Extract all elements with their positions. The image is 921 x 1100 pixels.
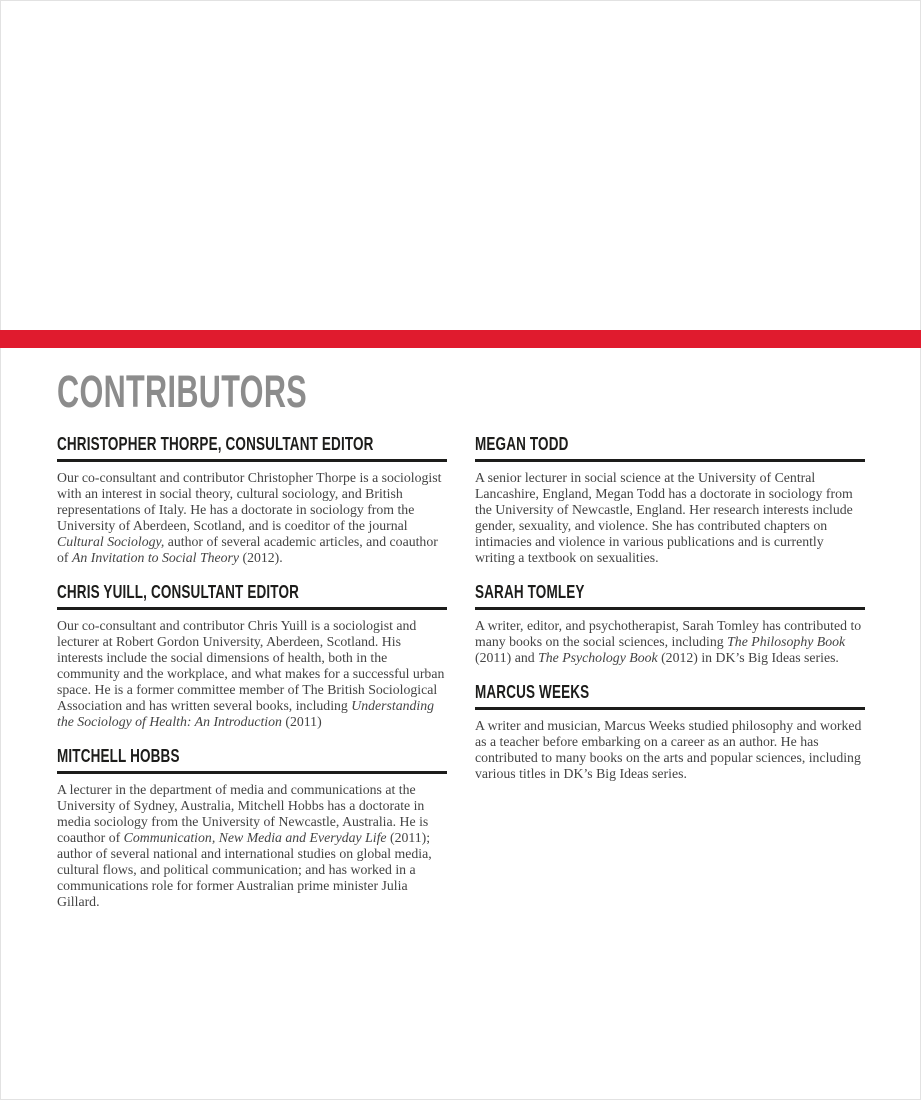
- red-accent-bar: [0, 330, 921, 348]
- bio-text: A lecturer in the department of media and communications at the University of Sydney, Australia, Mitchell Hobbs has a doctorate in media sociology from the University of Newcastle, Australia. He is coauthor of: [57, 782, 429, 845]
- heading-rule: [475, 607, 865, 610]
- bio-text: A writer and musician, Marcus Weeks studied philosophy and worked as a teacher before embarking on a career as an author. He has contributed to many books on the arts and popular sciences, including various titles in DK’s Big Ideas series.: [475, 718, 862, 781]
- contributor-name-heading: SARAH TOMLEY: [475, 582, 585, 602]
- contributor-section: [57, 747, 447, 910]
- contributor-name-heading: CHRISTOPHER THORPE, CONSULTANT EDITOR: [57, 434, 374, 454]
- contributor-name-heading: CHRIS YUILL, CONSULTANT EDITOR: [57, 582, 300, 602]
- heading-rule: [475, 707, 865, 710]
- bio-text: (2011): [281, 714, 322, 729]
- contributor-section: [475, 435, 865, 566]
- bio-text: Our co-consultant and contributor Chris Yuill is a sociologist and lecturer at Robert Gordon University, Aberdeen, Scotland. His interests include the social dimensions of health, both in the community and the workplace, and what makes for a successful urban space. He is a former committee member of The British Sociological Association and has written several books, including: [57, 618, 445, 713]
- book-title-italic: Cultural Sociology,: [57, 534, 165, 549]
- contributor-section: [57, 435, 447, 566]
- contributor-bio: [475, 618, 865, 666]
- contributor-section: [475, 683, 865, 782]
- page-title: CONTRIBUTORS: [57, 366, 308, 417]
- bio-text: (2011) and: [475, 650, 539, 665]
- contributor-bio: [57, 470, 447, 566]
- bio-text: A writer, editor, and psychotherapist, Sarah Tomley has contributed to many books on the social sciences, including: [475, 618, 862, 649]
- contributor-name-heading: MEGAN TODD: [475, 434, 569, 454]
- page-content: [57, 348, 865, 910]
- contributor-bio: [57, 618, 447, 730]
- contributor-bio: [475, 718, 865, 782]
- book-title-italic: Communication, New Media and Everyday Life: [123, 830, 387, 845]
- book-title-italic: The Philosophy Book: [727, 634, 846, 649]
- book-title-italic: The Psychology Book: [538, 650, 658, 665]
- contributor-columns: [57, 435, 865, 910]
- bio-text: (2011); author of several national and international studies on global media, cultural flows, and political communication; and has worked in a communications role for former Australian prime minister Julia Gillard.: [57, 830, 432, 909]
- contributor-section: [57, 583, 447, 730]
- contributor-bio: [57, 782, 447, 910]
- bio-text: (2012) in DK’s Big Ideas series.: [657, 650, 839, 665]
- heading-rule: [57, 607, 447, 610]
- bio-text: author of several academic articles, and coauthor of: [57, 534, 438, 565]
- book-title-italic: An Invitation to Social Theory: [71, 550, 240, 565]
- bio-text: (2012).: [239, 550, 283, 565]
- column-right: [475, 435, 865, 910]
- heading-rule: [57, 771, 447, 774]
- contributor-name-heading: MARCUS WEEKS: [475, 682, 590, 702]
- heading-rule: [57, 459, 447, 462]
- contributor-section: [475, 583, 865, 666]
- book-title-italic: Understanding the Sociology of Health: An Introduction: [57, 698, 435, 729]
- heading-rule: [475, 459, 865, 462]
- bio-text: A senior lecturer in social science at the University of Central Lancashire, England, Megan Todd has a doctorate in sociology from the University of Newcastle, England. Her research interests include gender, sexuality, and violence. She has contributed chapters on intimacies and violence in various publications and is currently writing a textbook on sexualities.: [475, 470, 853, 565]
- contributor-bio: [475, 470, 865, 566]
- contributor-name-heading: MITCHELL HOBBS: [57, 746, 180, 766]
- column-left: [57, 435, 447, 910]
- bio-text: Our co-consultant and contributor Christopher Thorpe is a sociologist with an interest in social theory, cultural sociology, and British representations of Italy. He has a doctorate in sociology from the University of Aberdeen, Scotland, and is coeditor of the journal: [57, 470, 442, 533]
